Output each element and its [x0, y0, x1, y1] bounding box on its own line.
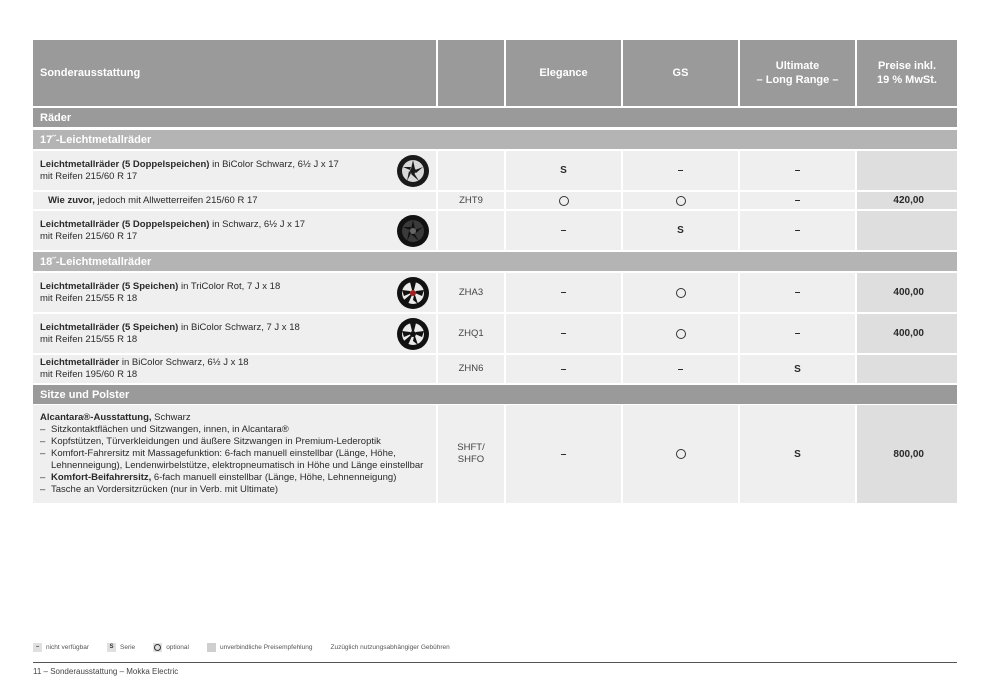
legend-not-available: – nicht verfügbar: [33, 643, 89, 652]
price-swatch-icon: [207, 643, 216, 652]
table-row: Leichtmetallräder (5 Speichen) in BiColor Schwarz, 7 J x 18 mit Reifen 215/55 R 18 ZHQ1 – – 400,00: [33, 314, 957, 353]
table-row: Leichtmetallräder in BiColor Schwarz, 6½ J x 18 mit Reifen 195/60 R 18 ZHN6 – – S: [33, 355, 957, 383]
page-footer: 11 – Sonderausstattung – Mokka Electric: [33, 667, 179, 676]
header-price: Preise inkl. 19 % MwSt.: [877, 60, 937, 86]
optional-icon: [623, 273, 740, 312]
table-row: Leichtmetallräder (5 Doppelspeichen) in Schwarz, 6½ J x 17 mit Reifen 215/60 R 17 – S –: [33, 211, 957, 250]
table-row: Alcantara®-Ausstattung, Schwarz – Sitzkontaktflächen und Sitzwangen, innen, in Alcantara® – Kopfstützen, Türverkleidungen und äußere Sitzwangen in Premium-Lederoptik – Komfort-Fahrersitz mit Massagefunktion: 6-fach manuell einstellbar (Länge, Höhe, Lehnenneigung), Lendenwirbelstütze, elektropneumatisch in Höhe und Länge einstellbar – Komfort-Beifahrersitz, 6-fach manuell einstellbar (Länge, Höhe, Lehnenneigung) – Tasche an Vordersitzrücken (nur in Verb. mit Ultimate) SHFT/ SHFO – S 800,00: [33, 405, 957, 503]
table-header: [33, 40, 957, 106]
header-gs: GS: [623, 40, 740, 106]
section-sitze: Sitze und Polster: [33, 385, 957, 404]
header-options: Sonderausstattung: [33, 40, 438, 106]
wheel-bicolor-5-double-spoke-icon: [396, 154, 430, 188]
wheel-tricolor-5-spoke-icon: [396, 276, 430, 310]
header-code: [438, 40, 506, 106]
legend-fees: Zuzüglich nutzungsabhängiger Gebühren: [330, 644, 450, 651]
header-ultimate: Ultimate – Long Range –: [740, 40, 857, 106]
header-elegance: Elegance: [506, 40, 623, 106]
wheel-black-5-double-spoke-icon: [396, 214, 430, 248]
subsection-rim17: 17˝-Leichtmetallräder: [33, 130, 957, 149]
footer-divider: [33, 662, 957, 663]
legend-price: unverbindliche Preisempfehlung: [207, 643, 313, 652]
table-row: Leichtmetallräder (5 Speichen) in TriColor Rot, 7 J x 18 mit Reifen 215/55 R 18 ZHA3 – – 400,00: [33, 273, 957, 312]
optional-icon: [623, 314, 740, 353]
legend: [33, 643, 468, 652]
optional-icon: [506, 192, 623, 209]
section-raeder: Räder: [33, 108, 957, 127]
subsection-rim18: 18˝-Leichtmetallräder: [33, 252, 957, 271]
legend-serie: S Serie: [107, 643, 135, 652]
optional-circle-icon: [153, 643, 162, 652]
optional-icon: [623, 192, 740, 209]
legend-optional: optional: [153, 643, 189, 652]
alcantara-feature-list: – Sitzkontaktflächen und Sitzwangen, innen, in Alcantara® – Kopfstützen, Türverkleidungen und äußere Sitzwangen in Premium-Lederoptik – Komfort-Fahrersitz mit Massagefunktion: 6-fach manuell einstellbar (Länge, Höhe, Lehnenneigung), Lendenwirbelstütze, elektropneumatisch in Höhe und Länge einstellbar – Komfort-Beifahrersitz, 6-fach manuell einstellbar (Länge, Höhe, Lehnenneigung) – Tasche an Vordersitzrücken (nur in Verb. mit Ultimate): [40, 424, 436, 496]
optional-icon: [623, 405, 740, 503]
table-row: Wie zuvor, jedoch mit Allwetterreifen 215/60 R 17 ZHT9 – 420,00: [33, 192, 957, 209]
table-row: Leichtmetallräder (5 Doppelspeichen) in BiColor Schwarz, 6½ J x 17 mit Reifen 215/60 R 17 S – –: [33, 151, 957, 190]
wheel-bicolor-5-spoke-icon: [396, 317, 430, 351]
